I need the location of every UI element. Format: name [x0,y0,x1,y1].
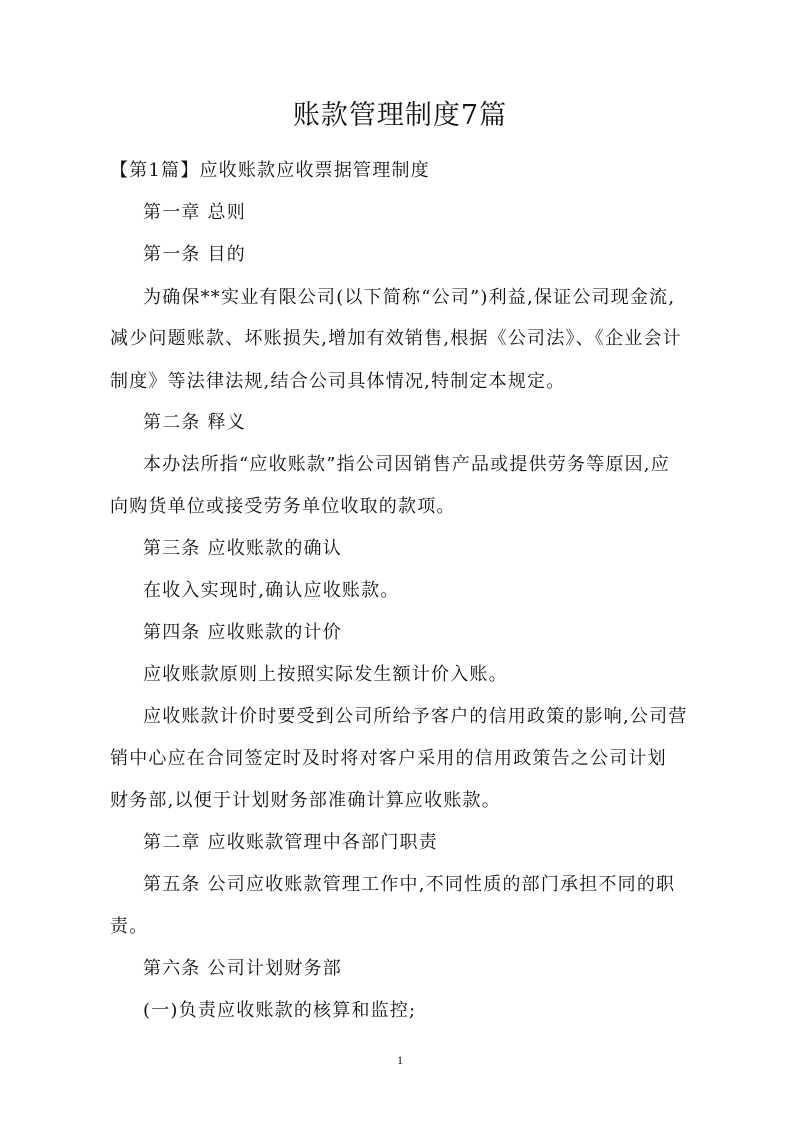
chapter-heading: 第二章 应收账款管理中各部门职责 [143,832,438,853]
paragraph-line: 销中心应在合同签定时及时将对客户采用的信用政策告之公司计划 [110,748,667,769]
paragraph-line: 在收入实现时,确认应收账款。 [143,580,400,601]
article-heading: 第六条 公司计划财务部 [143,958,342,979]
article-heading: 第四条 应收账款的计价 [143,622,342,643]
paragraph-line: (一)负责应收账款的核算和监控; [143,1000,417,1021]
section-heading: 【第1篇】应收账款应收票据管理制度 [110,160,430,181]
article-heading: 第一条 目的 [143,244,246,265]
chapter-heading: 第一章 总则 [143,202,246,223]
article-heading: 第三条 应收账款的确认 [143,538,342,559]
paragraph-line: 为确保**实业有限公司(以下简称“公司”)利益,保证公司现金流, [143,287,676,308]
page-number: 1 [397,1053,403,1067]
paragraph-line: 应收账款计价时要受到公司所给予客户的信用政策的影响,公司营 [143,706,688,727]
article-heading: 第二条 释义 [143,412,246,433]
paragraph-line: 责。 [110,916,149,937]
paragraph-line: 制度》等法律法规,结合公司具体情况,特制定本规定。 [110,371,566,392]
paragraph-line: 本办法所指“应收账款”指公司因销售产品或提供劳务等原因,应 [143,454,670,475]
paragraph-line: 减少问题账款、坏账损失,增加有效销售,根据《公司法》、《企业会计 [110,328,682,349]
paragraph-line: 向购货单位或接受劳务单位收取的款项。 [110,496,456,517]
paragraph-line: 财务部,以便于计划财务部准确计算应收账款。 [110,790,501,811]
paragraph-line: 应收账款原则上按照实际发生额计价入账。 [143,664,508,685]
paragraph-line: 第五条 公司应收账款管理工作中,不同性质的部门承担不同的职 [143,874,676,895]
document-title: 账款管理制度7篇 [292,100,508,131]
